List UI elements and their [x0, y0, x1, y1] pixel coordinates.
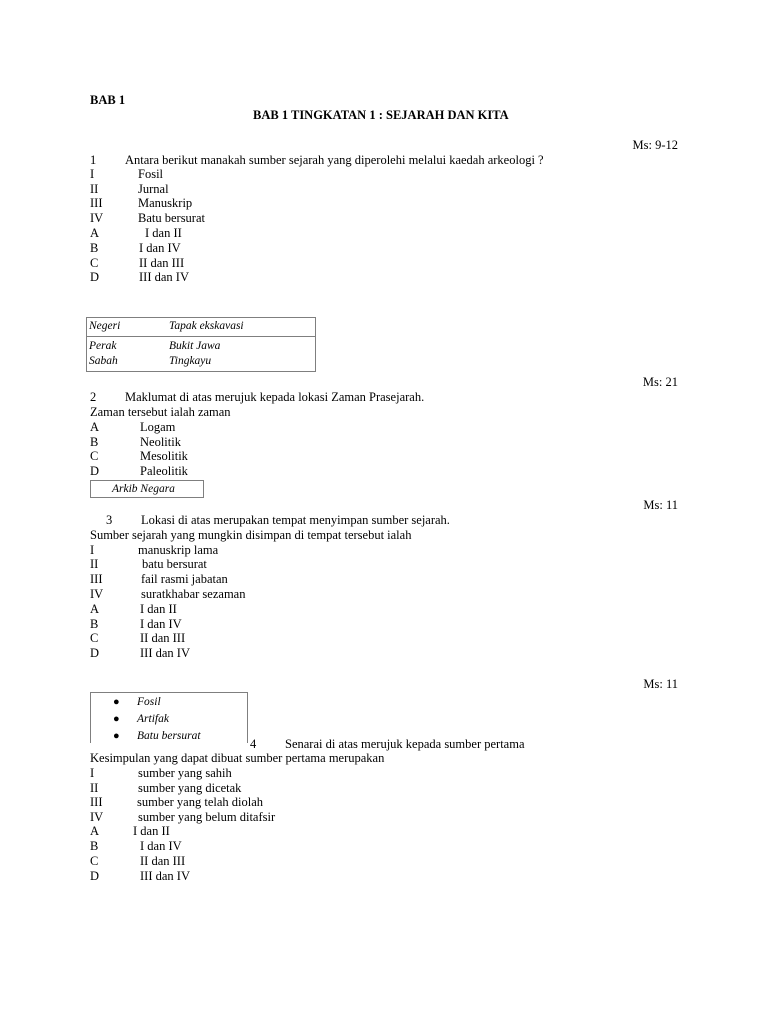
item-text: Fosil [138, 167, 164, 181]
item-text: Batu bersurat [138, 211, 205, 225]
option-key: D [90, 869, 100, 883]
list-item-text: Artifak [137, 713, 169, 725]
chapter-label: BAB 1 [90, 93, 126, 107]
table-cell: Tingkayu [169, 355, 212, 367]
table-row [87, 337, 316, 355]
item-key: III [90, 572, 103, 586]
source-list-box [90, 692, 248, 743]
table-row [87, 354, 316, 372]
option-text: Logam [140, 420, 176, 434]
option-key: B [90, 435, 99, 449]
q2-stem-continued: Zaman tersebut ialah zaman [90, 405, 231, 419]
list-item [91, 728, 247, 745]
q3-number: 3 [106, 513, 113, 527]
item-key: I [90, 167, 95, 181]
bullet-icon: ● [113, 696, 120, 708]
option-key: C [90, 256, 99, 270]
item-text: Manuskrip [138, 196, 193, 210]
table-header: Negeri [89, 320, 121, 332]
item-text: Jurnal [138, 182, 169, 196]
item-key: II [90, 182, 99, 196]
option-key: C [90, 449, 99, 463]
location-box [90, 480, 204, 498]
item-text: sumber yang dicetak [138, 781, 242, 795]
option-text: II dan III [140, 854, 186, 868]
option-key: A [90, 824, 100, 838]
option-text: Neolitik [140, 435, 181, 449]
list-item-text: Batu bersurat [137, 730, 201, 742]
option-key: A [90, 420, 100, 434]
option-key: A [90, 226, 100, 240]
bullet-icon: ● [113, 730, 120, 742]
q2-stem: Maklumat di atas merujuk kepada lokasi Zaman Prasejarah. [125, 390, 425, 404]
list-item [91, 711, 247, 728]
option-text: Paleolitik [140, 464, 188, 478]
option-text: I dan II [145, 226, 182, 240]
item-text: sumber yang telah diolah [137, 795, 264, 809]
option-key: B [90, 839, 99, 853]
option-text: I dan II [140, 602, 177, 616]
list-item [91, 694, 247, 711]
option-key: D [90, 270, 100, 284]
bullet-icon: ● [113, 713, 120, 725]
item-text: sumber yang belum ditafsir [138, 810, 276, 824]
q4-number: 4 [250, 737, 257, 751]
q3-stem: Lokasi di atas merupakan tempat menyimpan sumber sejarah. [141, 513, 450, 527]
option-key: B [90, 617, 99, 631]
item-key: IV [90, 587, 104, 601]
option-text: I dan IV [140, 617, 182, 631]
item-text: manuskrip lama [138, 543, 219, 557]
option-text: III dan IV [140, 869, 190, 883]
option-key: C [90, 854, 99, 868]
option-text: III dan IV [139, 270, 189, 284]
q3-stem-continued: Sumber sejarah yang mungkin disimpan di tempat tersebut ialah [90, 528, 412, 542]
table-cell: Bukit Jawa [169, 340, 221, 352]
q4-stem-continued: Kesimpulan yang dapat dibuat sumber pertama merupakan [90, 751, 385, 765]
option-text: I dan IV [139, 241, 181, 255]
table-header-row [87, 318, 316, 337]
q1-number: 1 [90, 153, 97, 167]
item-key: II [90, 781, 99, 795]
item-key: III [90, 795, 103, 809]
q1-page-ref: Ms: 9-12 [632, 138, 678, 152]
option-text: II dan III [140, 631, 186, 645]
item-key: III [90, 196, 103, 210]
option-text: II dan III [139, 256, 185, 270]
q2-page-ref: Ms: 21 [642, 375, 678, 389]
option-text: Mesolitik [140, 449, 188, 463]
item-text: batu bersurat [142, 557, 207, 571]
q3-page-ref: Ms: 11 [643, 498, 678, 512]
table-header: Tapak ekskavasi [169, 320, 244, 332]
item-key: IV [90, 810, 104, 824]
table-cell: Perak [89, 340, 117, 352]
option-text: I dan II [133, 824, 170, 838]
option-text: III dan IV [140, 646, 190, 660]
excavation-table [86, 317, 316, 372]
q1-stem: Antara berikut manakah sumber sejarah yang diperolehi melalui kaedah arkeologi ? [125, 153, 544, 167]
option-key: A [90, 602, 100, 616]
item-text: suratkhabar sezaman [141, 587, 246, 601]
item-key: I [90, 766, 95, 780]
table-cell: Sabah [89, 355, 118, 367]
q4-stem: Senarai di atas merujuk kepada sumber pertama [285, 737, 525, 751]
item-key: I [90, 543, 95, 557]
item-text: fail rasmi jabatan [141, 572, 228, 586]
list-item-text: Fosil [137, 696, 161, 708]
option-key: C [90, 631, 99, 645]
item-key: II [90, 557, 99, 571]
document-title: BAB 1 TINGKATAN 1 : SEJARAH DAN KITA [253, 108, 509, 122]
source-list [91, 694, 247, 745]
q2-number: 2 [90, 390, 97, 404]
option-text: I dan IV [140, 839, 182, 853]
item-key: IV [90, 211, 104, 225]
location-label: Arkib Negara [112, 483, 175, 495]
option-key: D [90, 646, 100, 660]
item-text: sumber yang sahih [138, 766, 232, 780]
option-key: B [90, 241, 99, 255]
option-key: D [90, 464, 100, 478]
q4-page-ref: Ms: 11 [643, 677, 678, 691]
